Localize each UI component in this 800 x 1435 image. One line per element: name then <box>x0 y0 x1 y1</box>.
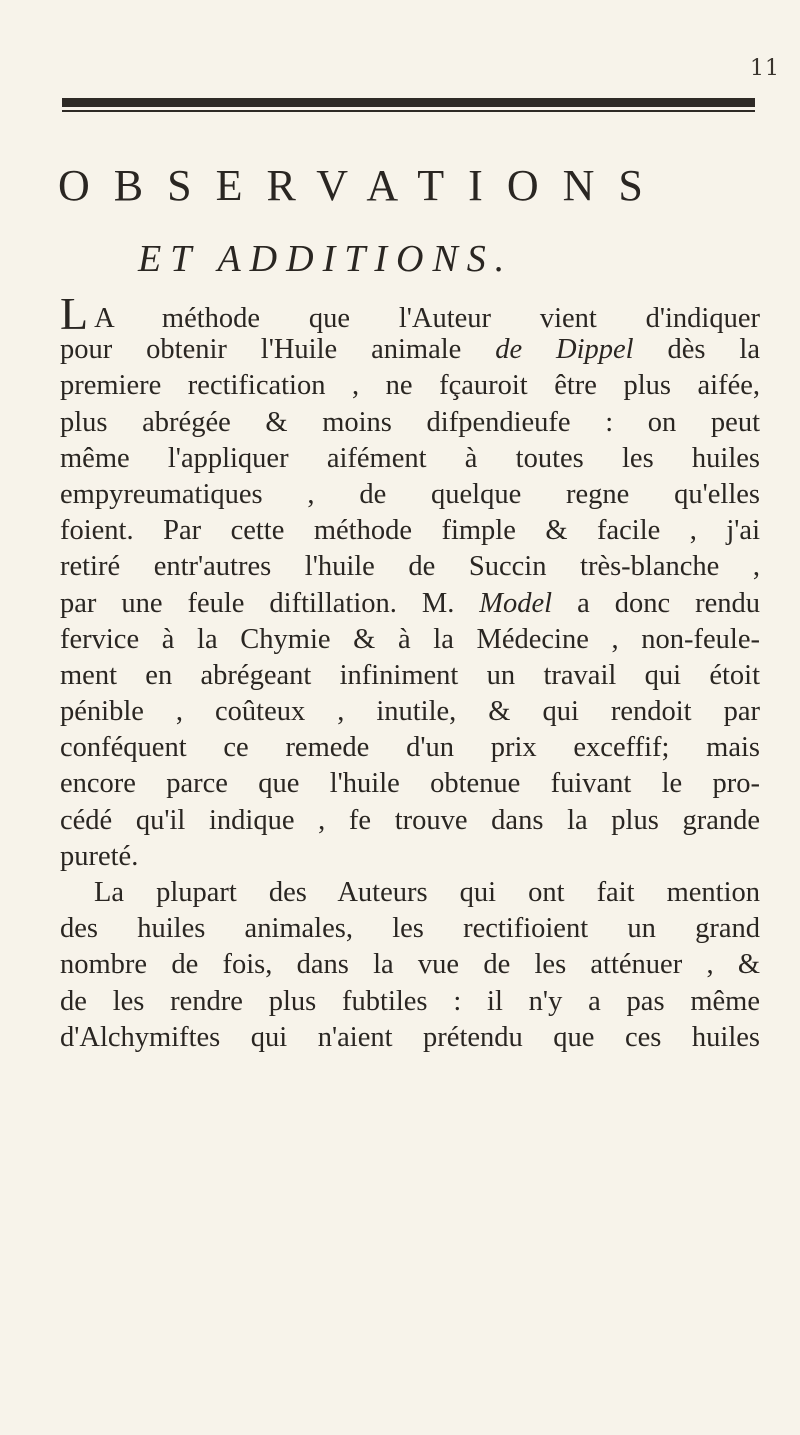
body-text <box>60 288 761 1056</box>
text-line: nombre de fois, dans la vue de les atténuer , & <box>60 949 760 981</box>
page-title: OBSERVATIONS <box>58 161 667 210</box>
text-line: L A méthode que l'Auteur vient d'indiquer <box>60 288 760 339</box>
header-rule <box>62 98 755 107</box>
text-line: des huiles animales, les rectifioient un grand <box>60 913 760 945</box>
text-line: ment en abrégeant infiniment un travail qui étoit <box>60 659 760 691</box>
text-line: de les rendre plus fubtiles : il n'y a pas même <box>60 985 760 1017</box>
text-line: foient. Par cette méthode fimple & facile , j'ai <box>60 515 760 547</box>
name-dippel: de Dippel <box>495 334 634 366</box>
page-number: 11 <box>750 56 780 81</box>
text-line: d'Alchymiftes qui n'aient prétendu que ces huiles <box>60 1021 760 1053</box>
text-line: conféquent ce remede d'un prix exceffif; mais <box>60 732 760 764</box>
text-line: pour obtenir l'Huile animale de Dippel dès la <box>60 334 761 366</box>
text-line: empyreumatiques , de quelque regne qu'elles <box>60 478 760 510</box>
text-line: pureté. <box>60 840 139 872</box>
name-model: Model <box>479 587 553 619</box>
text-line: fervice à la Chymie & à la Médecine , non-feule- <box>60 623 760 655</box>
text-line: encore parce que l'huile obtenue fuivant le pro- <box>60 768 760 800</box>
text-line: plus abrégée & moins difpendieufe : on peut <box>60 406 760 438</box>
text-line: premiere rectification , ne fçauroit être plus aifée, <box>60 370 760 402</box>
text-line: retiré entr'autres l'huile de Succin très-blanche , <box>60 551 760 583</box>
text-line: La plupart des Auteurs qui ont fait mention <box>94 877 760 908</box>
text-line: même l'appliquer aifément à toutes les huiles <box>60 442 760 474</box>
page-subtitle: ET ADDITIONS. <box>138 238 514 280</box>
text-line: cédé qu'il indique , fe trouve dans la plus grande <box>60 804 760 836</box>
text-line: pénible , coûteux , inutile, & qui rendoit par <box>60 696 760 728</box>
drop-cap: L <box>60 288 89 339</box>
text-line: par une feule diftillation. M. Model a donc rendu <box>60 587 760 619</box>
